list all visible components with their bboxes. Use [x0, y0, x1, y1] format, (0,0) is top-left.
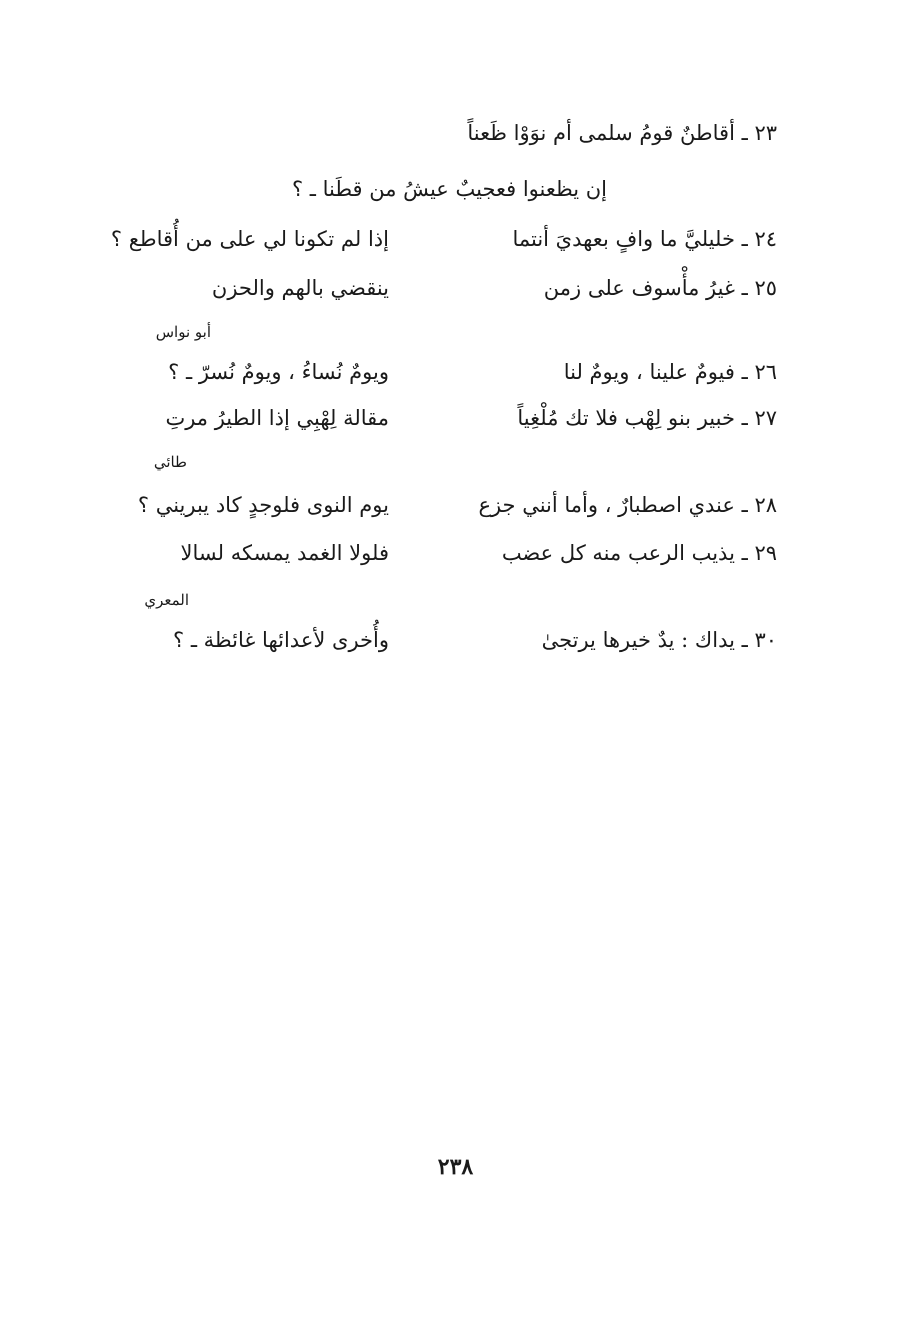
verse-26-first-hemistich: ٢٦ ـ فيومٌ علينا ، ويومٌ لنا: [563, 360, 777, 384]
verse-23-first-hemistich: ٢٣ ـ أقاطنٌ قومُ سلمى أم نوَوْا ظَعناً: [467, 121, 777, 145]
verse-25-attribution: أبو نواس: [155, 323, 211, 341]
verse-27-attribution: طائي: [153, 453, 187, 471]
page-number: ٢٣٨: [437, 1154, 474, 1180]
verse-26-second-hemistich: ويومٌ نُساءُ ، ويومٌ نُسرّ ـ ؟: [168, 360, 389, 384]
verse-27-first-hemistich: ٢٧ ـ خبير بنو لِهْب فلا تك مُلْغِياً: [517, 406, 777, 430]
verse-24-first-hemistich: ٢٤ ـ خليليَّ ما وافٍ بعهديَ أنتما: [512, 227, 777, 251]
verse-28-second-hemistich: يوم النوى فلوجدٍ كاد يبريني ؟: [137, 493, 389, 517]
verse-28-first-hemistich: ٢٨ ـ عندي اصطبارٌ ، وأما أنني جزع: [478, 493, 777, 517]
verse-29-attribution: المعري: [144, 591, 189, 609]
verse-24-second-hemistich: إذا لم تكونا لي على من أُقاطع ؟: [110, 227, 389, 251]
verse-27-second-hemistich: مقالة لِهْبِي إذا الطيرُ مرتِ: [165, 406, 389, 430]
verse-30-first-hemistich: ٣٠ ـ يداك : يدٌ خيرها يرتجىٰ: [541, 628, 777, 652]
verse-29-second-hemistich: فلولا الغمد يمسكه لسالا: [180, 541, 389, 565]
verse-23-second-hemistich: إن يظعنوا فعجيبٌ عيشُ من قطَنا ـ ؟: [291, 177, 607, 201]
verse-25-second-hemistich: ينقضي بالهم والحزن: [211, 276, 389, 300]
verse-29-first-hemistich: ٢٩ ـ يذيب الرعب منه كل عضب: [501, 541, 777, 565]
verse-30-second-hemistich: وأُخرى لأعدائها غائظة ـ ؟: [173, 628, 389, 652]
verse-25-first-hemistich: ٢٥ ـ غيرُ مأْسوف على زمن: [543, 276, 777, 300]
